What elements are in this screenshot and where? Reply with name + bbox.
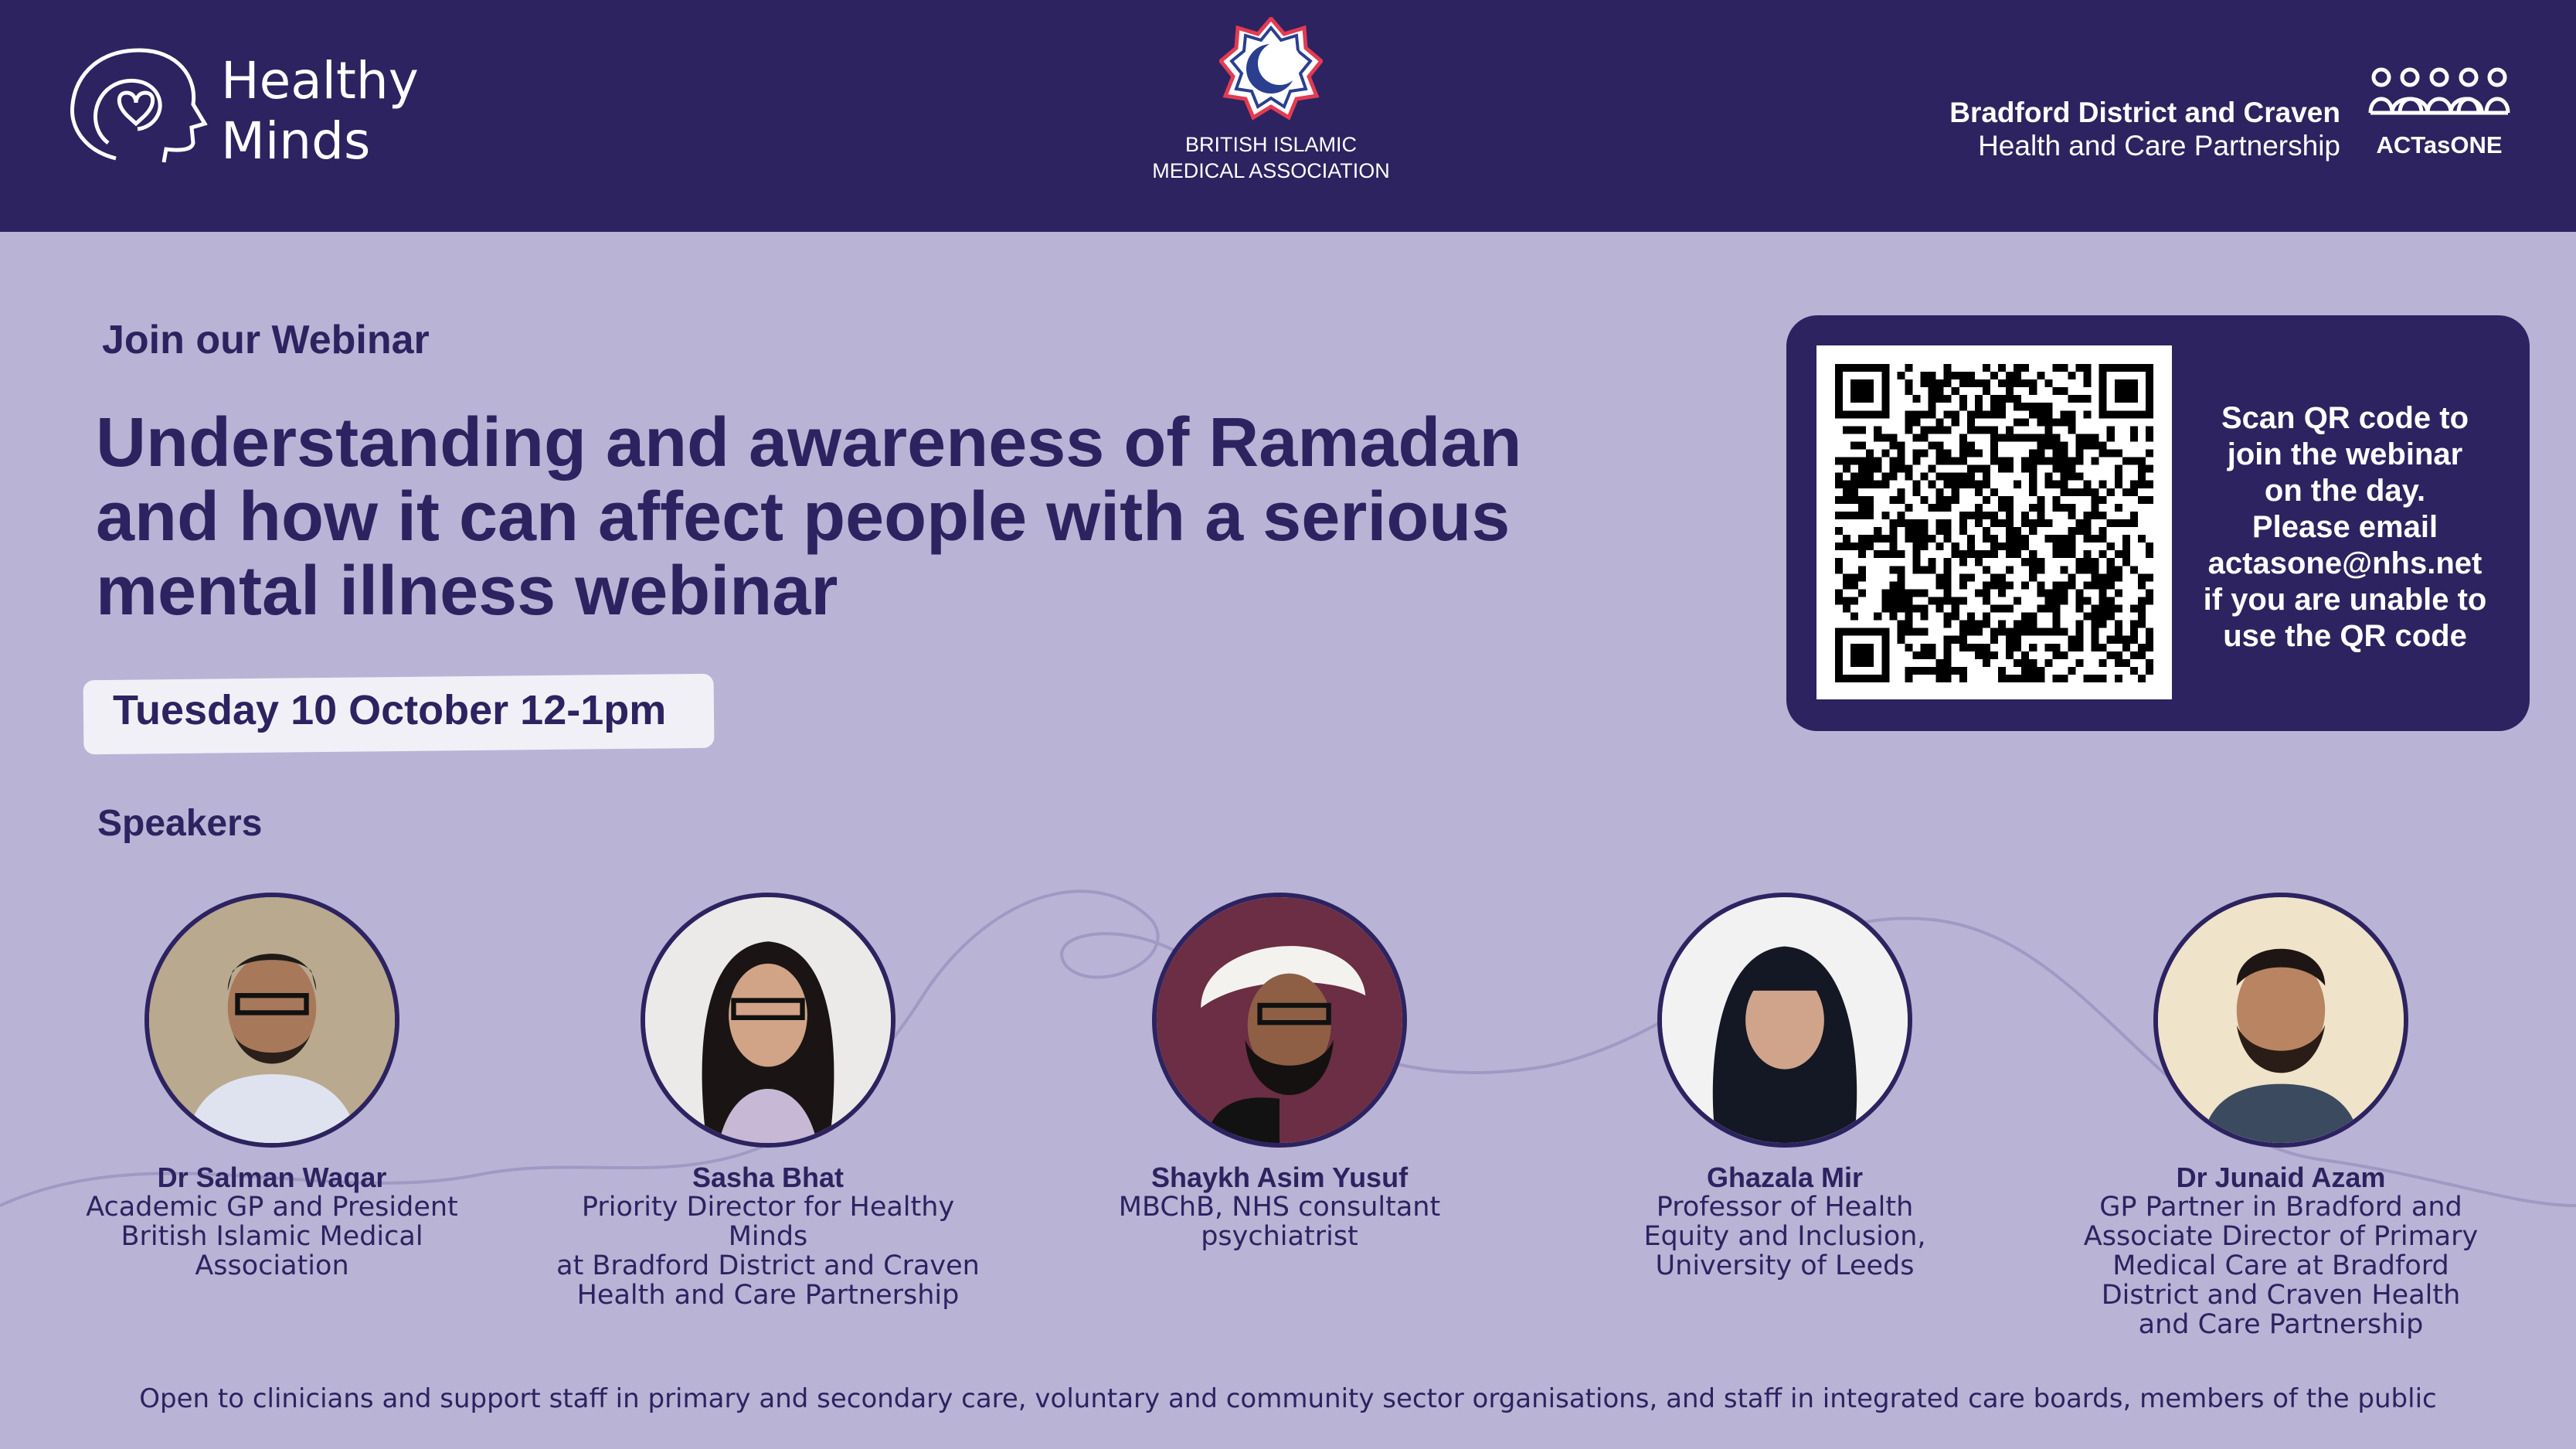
healthy-minds-line1: Healthy [221,51,419,111]
title-line-1: Understanding and awareness of Ramadan [96,404,1522,481]
bima-line2: MEDICAL ASSOCIATION [1152,159,1390,182]
speaker-card [544,893,992,1310]
title-line-2: and how it can affect people with a serious [96,478,1511,556]
speaker-role-line: Medical Care at Bradford [2112,1250,2449,1281]
speaker-role-line: and Care Partnership [2138,1309,2424,1340]
title-line-3: mental illness webinar [96,553,838,630]
speaker-name: Dr Junaid Azam [2176,1162,2386,1193]
healthy-minds-line2: Minds [221,111,371,171]
speaker-role-line: District and Craven Health [2101,1280,2461,1311]
speaker-role-line: University of Leeds [1655,1250,1915,1281]
webinar-title [96,406,1672,628]
speaker-card [2057,893,2505,1339]
speaker-role-line: Professor of Health [1656,1192,1914,1223]
audience-footer: Open to clinicians and support staff in primary and secondary care, voluntary and community sector organisations, and staff in integrated care boards, members of the public [139,1383,2437,1414]
qr-email[interactable]: actasone@nhs.net [2207,546,2483,580]
speaker-photo [1152,893,1407,1148]
qr-instructions [2194,400,2496,655]
speakers-heading: Speakers [97,803,263,844]
bradford-partnership-text [1949,96,2340,162]
join-webinar-label: Join our Webinar [102,318,430,362]
qr-line-4: Please email [2251,510,2438,544]
speaker-role-line: Academic GP and President [86,1192,458,1223]
healthy-minds-logo-text [221,51,419,172]
qr-line-7: use the QR code [2223,619,2467,653]
actasone-figures-icon [2366,65,2513,136]
speaker-role-line: psychiatrist [1201,1221,1358,1252]
speaker-name: Sasha Bhat [692,1162,845,1193]
speaker-role-line: Equity and Inclusion, [1643,1221,1926,1252]
qr-line-1: Scan QR code to [2221,401,2469,435]
speaker-role-line: British Islamic Medical [121,1221,423,1252]
webinar-date: Tuesday 10 October 12-1pm [113,687,667,733]
bima-line1: BRITISH ISLAMIC [1184,133,1358,156]
speaker-name: Ghazala Mir [1706,1162,1864,1193]
speaker-role-line: Priority Director for Healthy Minds [581,1192,955,1252]
speaker-role-line: Associate Director of Primary [2083,1221,2479,1252]
speaker-role-line: Association [195,1250,349,1281]
speaker-role-line: GP Partner in Bradford and [2099,1192,2462,1223]
speaker-role-line: Health and Care Partnership [576,1280,960,1311]
speaker-role-line: MBChB, NHS consultant [1118,1192,1441,1223]
speaker-photo [1657,893,1912,1148]
speaker-name: Dr Salman Waqar [157,1162,387,1193]
healthy-minds-head-icon [62,43,216,166]
speaker-card [48,893,496,1281]
speaker-name: Shaykh Asim Yusuf [1150,1162,1409,1193]
speaker-card [1561,893,2009,1281]
speaker-role-line: at Bradford District and Craven [556,1250,980,1281]
bradford-line1: Bradford District and Craven [1949,97,2340,128]
qr-line-3: on the day. [2264,474,2426,508]
qr-code[interactable] [1835,364,2153,682]
qr-line-2: join the webinar [2227,437,2463,471]
bima-crescent-star-icon [1219,17,1323,121]
speaker-photo [144,893,399,1148]
speaker-photo [2153,893,2408,1148]
speaker-photo [641,893,895,1148]
speaker-card [1055,893,1504,1251]
qr-modules [1835,364,2153,682]
bradford-line2: Health and Care Partnership [1978,130,2340,162]
qr-line-6: if you are unable to [2203,583,2487,617]
actasone-logo-text: ACTasONE [2376,131,2503,158]
bima-logo-text [1113,131,1429,184]
